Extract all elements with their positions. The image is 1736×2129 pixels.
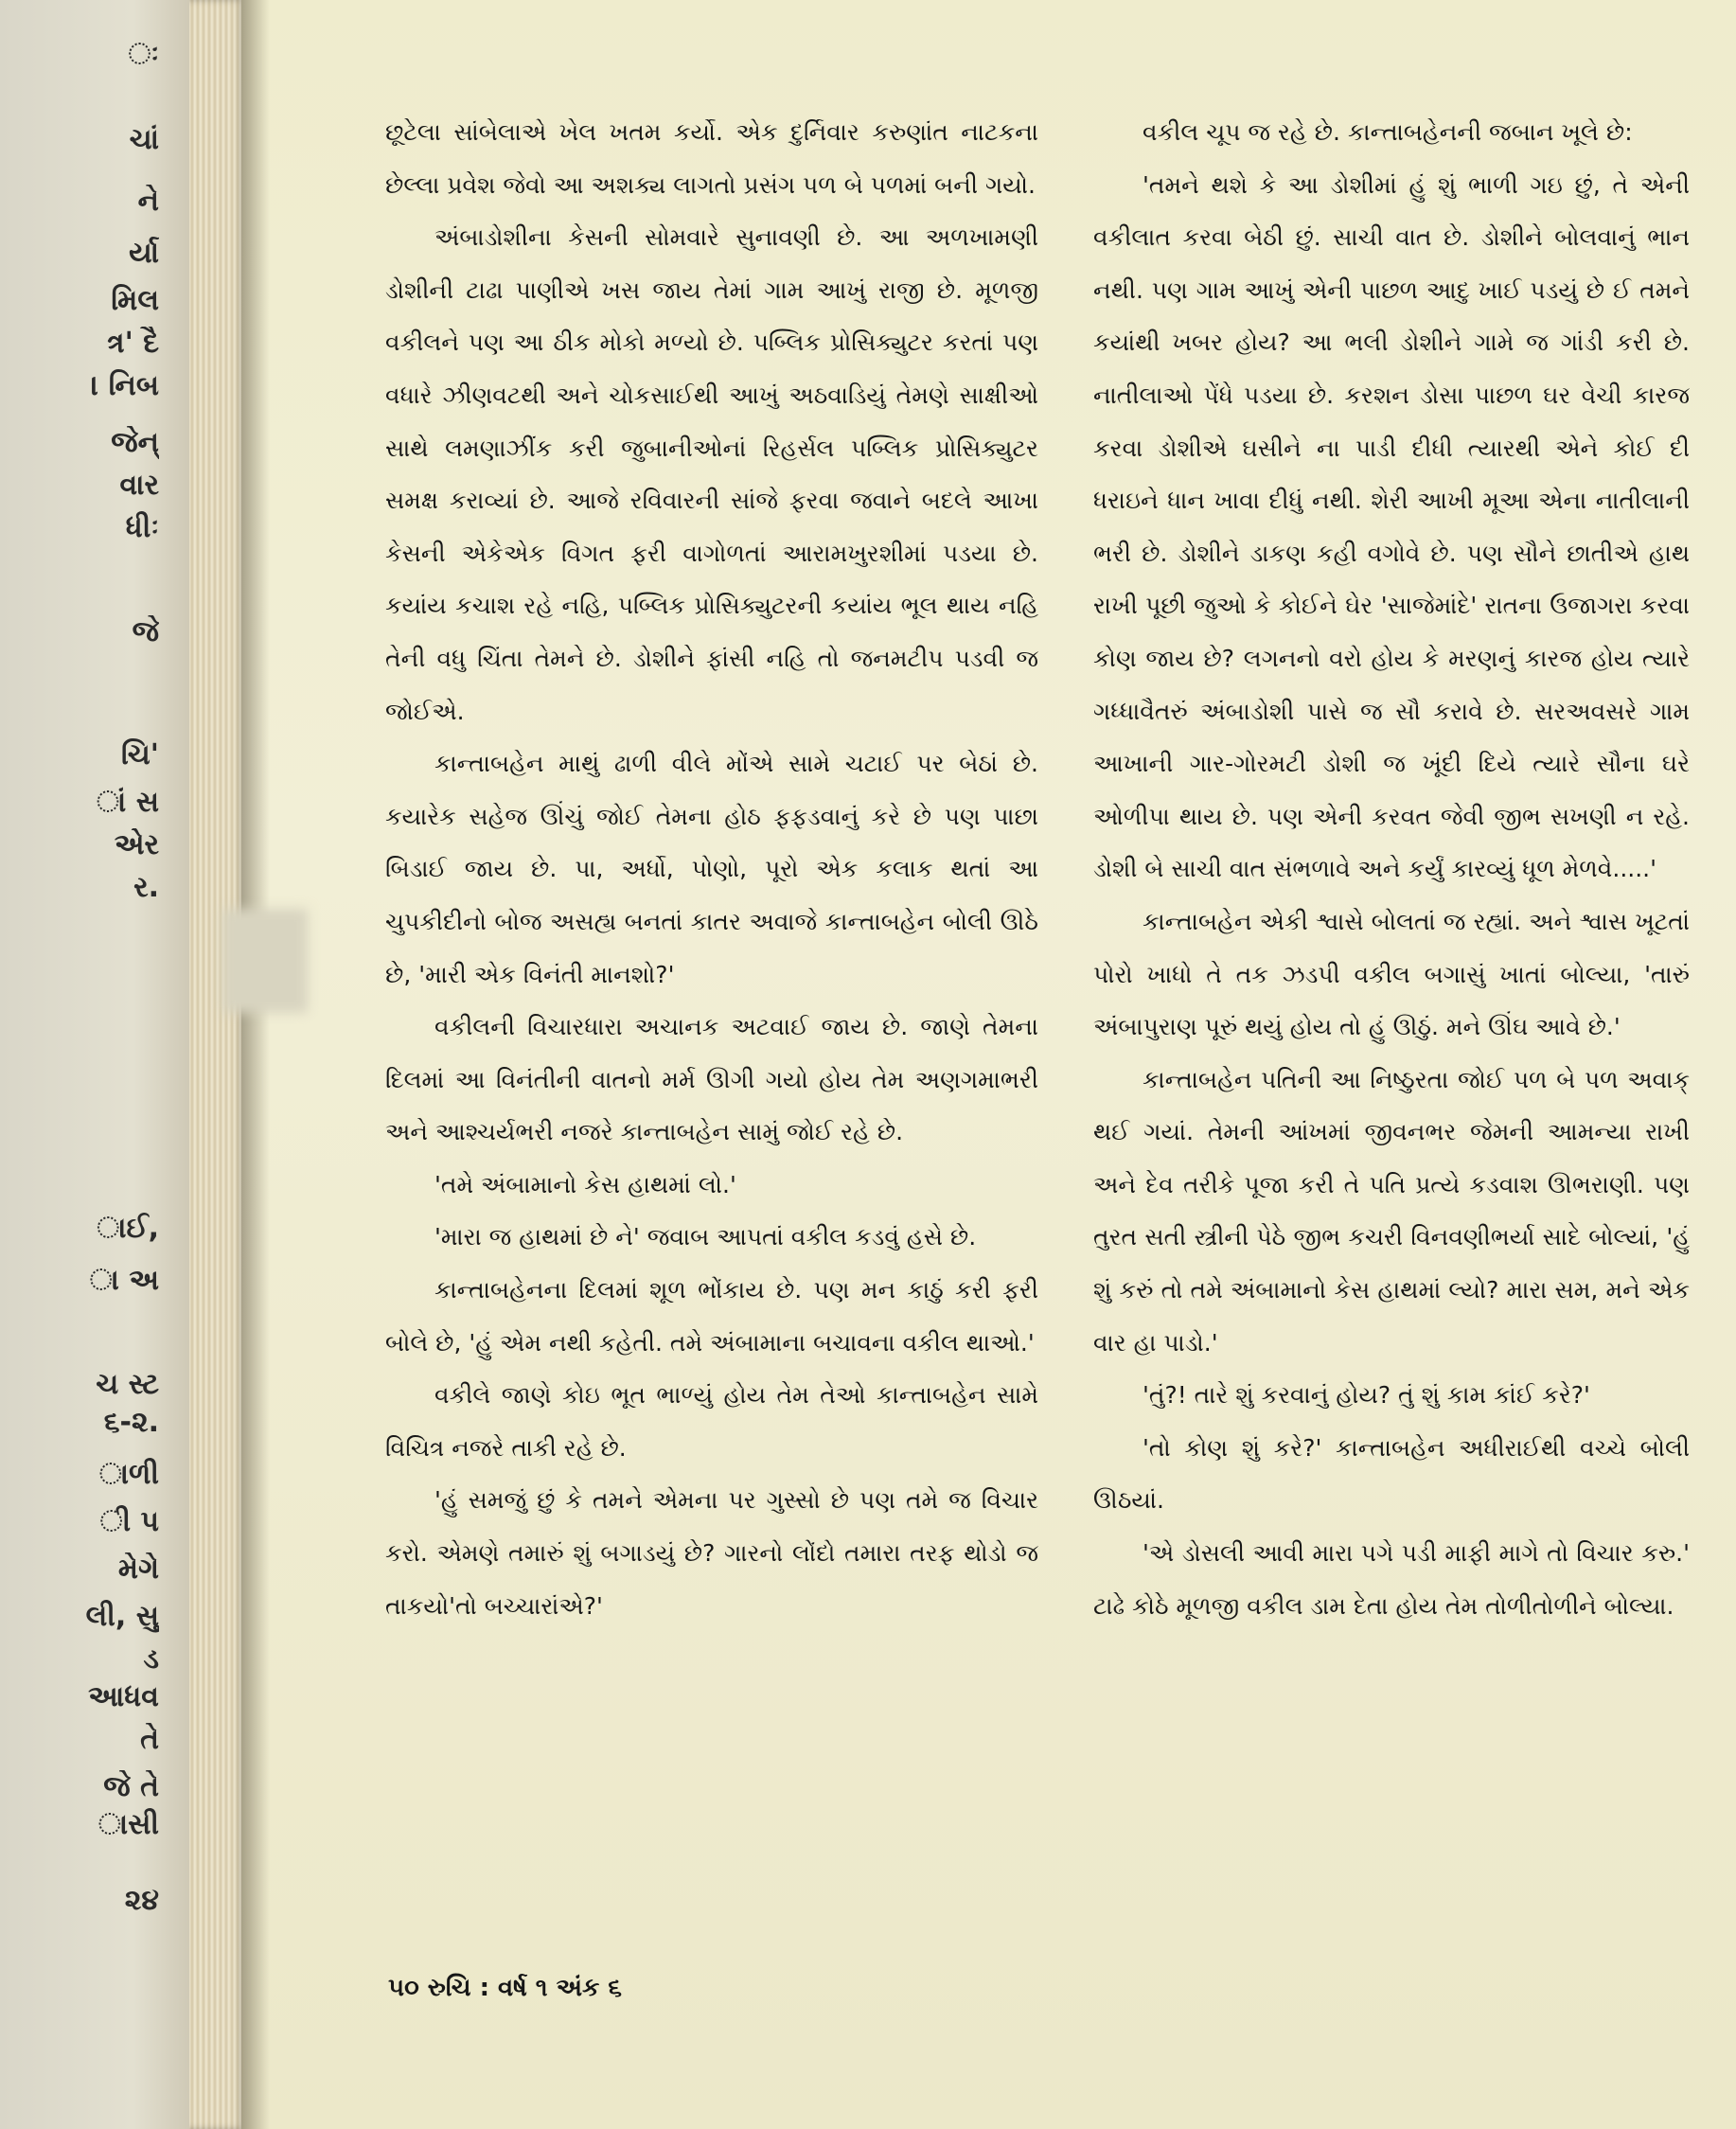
paragraph: 'મારા જ હાથમાં છે ને' જવાબ આપતાં વકીલ કડવું હસે છે. — [434, 1223, 977, 1251]
paragraph: વકીલની વિચારધારા અચાનક અટવાઈ જાય છે. જાણે તેમના દિલમાં આ વિનંતીની વાતનો મર્મ ઊગી ગયો હોય તેમ અણગમાભરી અને આશ્ચર્યભરી નજરે કાન્તાબહેન સામું જોઈ રહે છે. — [385, 1013, 1038, 1146]
paragraph: 'તમે અંબામાનો કેસ હાથમાં લો.' — [434, 1170, 736, 1198]
prev-page-fragment: ાસી — [98, 1808, 159, 1841]
prev-page-fragment: વાર — [119, 469, 159, 502]
gutter-shadow — [241, 0, 270, 2129]
text-column-right — [1093, 106, 1690, 1632]
prev-page-fragment: ર્યા — [129, 237, 159, 270]
prev-page-fragment: જે — [132, 615, 159, 648]
prev-page-fragment: તે — [140, 1723, 159, 1756]
paragraph: કાન્તાબહેન એકી શ્વાસે બોલતાં જ રહ્યાં. અને શ્વાસ ખૂટતાં પોરો ખાધો તે તક ઝડપી વકીલ બગાસું ખાતાં બોલ્યા, 'તારું અંબાપુરાણ પૂરું થયું હોય તો હું ઊઠું. મને ઊંઘ આવે છે.' — [1093, 907, 1690, 1041]
prev-page-fragment: ચ સ્ટ — [96, 1368, 159, 1401]
prev-page-fragment: । નિબ — [91, 369, 159, 402]
prev-page-fragment: ઃ — [128, 38, 159, 71]
prev-page-fragment: ૬-૨. — [103, 1406, 159, 1439]
paragraph: 'તું?! તારે શું કરવાનું હોય? તું શું કામ કાંઈ કરે?' — [1143, 1381, 1590, 1410]
prev-page-fragment: ી પ — [99, 1505, 159, 1538]
paragraph: 'તમને થશે કે આ ડોશીમાં હું શું ભાળી ગઇ છું, તે એની વકીલાત કરવા બેઠી છું. સાચી વાત છે. ડોશીને બોલવાનું ભાન નથી. પણ ગામ આખું એની પાછળ આદુ ખાઈ પડયું છે ઈ તમને કયાંથી ખબર હોય? આ ભલી ડોશીને ગામે જ ગાંડી કરી છે. નાતીલાઓ પેંધે પડયા છે. કરશન ડોસા પાછળ ઘર વેચી કારજ કરવા ડોશીએ ઘસીને ના પાડી દીધી ત્યારથી એને કોઈ દી ધરાઇને ધાન ખાવા દીધું નથી. શેરી આખી મૂઆ એના નાતીલાની ભરી છે. ડોશીને ડાકણ કહી વગોવે છે. પણ સૌને છાતીએ હાથ રાખી પૂછી જુઓ કે કોઈને ઘેર 'સાજેમાંદે' રાતના ઉજાગરા કરવા કોણ જાય છે? લગનનો વરો હોય કે મરણનું કારજ હોય ત્યારે ગધ્ધાવૈતરું અંબાડોશી પાસે જ સૌ કરાવે છે. સરઅવસરે ગામ આખાની ગાર-ગોરમટી ડોશી જ ખૂંદી દિયે ત્યારે સૌના ઘરે ઓળીપા થાય છે. પણ એની કરવત જેવી જીભ સખણી ન રહે. ડોશી બે સાચી વાત સંભળાવે અને કર્યું કારવ્યું ધૂળ મેળવે.....' — [1093, 170, 1690, 883]
prev-page-fragment: આધવ — [88, 1680, 159, 1713]
paragraph: છૂટેલા સાંબેલાએ ખેલ ખતમ કર્યો. એક દુર્નિવાર કરુણાંત નાટકના છેલ્લા પ્રવેશ જેવો આ અશક્ય લાગતો પ્રસંગ પળ બે પળમાં બની ગયો. — [385, 118, 1038, 199]
paragraph: અંબાડોશીના કેસની સોમવારે સુનાવણી છે. આ અળખામણી ડોશીની ટાઢા પાણીએ ખસ જાય તેમાં ગામ આખું રાજી છે. મૂળજી વકીલને પણ આ ઠીક મોકો મળ્યો છે. પબ્લિક પ્રોસિક્યુટર કરતાં પણ વધારે ઝીણવટથી અને ચોકસાઈથી આખું અઠવાડિયું તેમણે સાક્ષીઓ સાથે લમણાઝીંક કરી જુબાનીઓનાં રિહર્સલ પબ્લિક પ્રોસિક્યુટર સમક્ષ કરાવ્યાં છે. આજે રવિવારની સાંજે ફરવા જવાને બદલે આખા કેસની એકેએક વિગત ફરી વાગોળતાં આરામખુરશીમાં પડયા છે. કયાંય કચાશ રહે નહિ, પબ્લિક પ્રોસિક્યુટરની કયાંય ભૂલ થાય નહિ તેની વધુ ચિંતા તેમને છે. ડોશીને ફાંસી નહિ તો જનમટીપ પડવી જ જોઈએ. — [385, 223, 1038, 725]
paragraph: વકીલ ચૂપ જ રહે છે. કાન્તાબહેનની જબાન ખૂલે છે: — [1143, 118, 1633, 146]
prev-page-fragment: ા અ — [89, 1264, 159, 1297]
book-page-edges — [189, 0, 246, 2129]
prev-page-fragment: ને — [137, 185, 159, 218]
paragraph: 'તો કોણ શું કરે?' કાન્તાબહેન અધીરાઈથી વચ્ચે બોલી ઊઠયાં. — [1093, 1433, 1690, 1515]
paragraph: કાન્તાબહેનના દિલમાં શૂળ ભોંકાય છે. પણ મન કાઠું કરી ફરી બોલે છે, 'હું એમ નથી કહેતી. તમે અંબામાના બચાવના વકીલ થાઓ.' — [385, 1276, 1038, 1357]
paragraph: વકીલે જાણે કોઇ ભૂત ભાળ્યું હોય તેમ તેઓ કાન્તાબહેન સામે વિચિત્ર નજરે તાકી રહે છે. — [385, 1381, 1038, 1462]
paragraph: કાન્તાબહેન માથું ઢાળી વીલે મોંએ સામે ચટાઈ પર બેઠાં છે. કયારેક સહેજ ઊંચું જોઈ તેમના હોઠ ફફડવાનું કરે છે પણ પાછા બિડાઈ જાય છે. પા, અર્ધો, પોણો, પૂરો એક કલાક થતાં આ ચુપકીદીનો બોજ અસહ્ય બનતાં કાતર અવાજે કાન્તાબહેન બોલી ઊઠે છે, 'મારી એક વિનંતી માનશો?' — [385, 750, 1038, 988]
text-column-left — [385, 106, 1038, 1632]
prev-page-fragment: મિલ — [111, 284, 159, 317]
prev-page-fragment: ત્ર' દૈ — [107, 327, 159, 360]
prev-page-fragment: એર — [114, 828, 159, 861]
prev-page-fragment: ધીઃ — [125, 511, 159, 544]
paragraph: 'હું સમજું છું કે તમને એમના પર ગુસ્સો છે પણ તમે જ વિચાર કરો. એમણે તમારું શું બગાડયું છે? ગારનો લોંદો તમારા તરફ થોડો જ તાકયો'તો બચ્ચારાંએ?' — [385, 1486, 1038, 1620]
paragraph: કાન્તાબહેન પતિની આ નિષ્ઠુરતા જોઈ પળ બે પળ અવાક્ થઈ ગયાં. તેમની આંખમાં જીવનભર જેમની આમન્યા રાખી અને દેવ તરીકે પૂજા કરી તે પતિ પ્રત્યે કડવાશ ઊભરાણી. પણ તુરત સતી સ્ત્રીની પેઠે જીભ કચરી વિનવણીભર્યા સાદે બોલ્યાં, 'હું શું કરું તો તમે અંબામાનો કેસ હાથમાં લ્યો? મારા સમ, મને એક વાર હા પાડો.' — [1093, 1065, 1690, 1357]
prev-page-fragment: જેન્ — [111, 426, 159, 459]
prev-page-fragment: લી, સુ — [85, 1600, 159, 1633]
prev-page-fragment: ૨૪ — [124, 1884, 159, 1917]
prev-page-fragment: ડ — [143, 1642, 159, 1676]
prev-page-fragment: ચિ' — [121, 738, 159, 772]
page-footer: ૫૦ રુચિ : વર્ષ ૧ અંક ૬ — [388, 1974, 622, 2002]
page-smudge — [222, 909, 308, 1013]
prev-page-fragment: ચાં — [129, 123, 159, 156]
prev-page-fragment: ાઈ, — [97, 1212, 159, 1245]
prev-page-fragment: ાં સ — [97, 786, 159, 819]
prev-page-fragment: જે તે — [103, 1770, 159, 1803]
prev-page-fragment: ાળી — [98, 1458, 159, 1491]
prev-page-fragment: મેગે — [117, 1552, 159, 1586]
paragraph: 'એ ડોસલી આવી મારા પગે પડી માફી માગે તો વિચાર કરુ.' ટાઢે કોઠે મૂળજી વકીલ ડામ દેતા હોય તેમ તોળીતોળીને બોલ્યા. — [1093, 1539, 1690, 1620]
prev-page-fragment: ર. — [133, 871, 159, 904]
